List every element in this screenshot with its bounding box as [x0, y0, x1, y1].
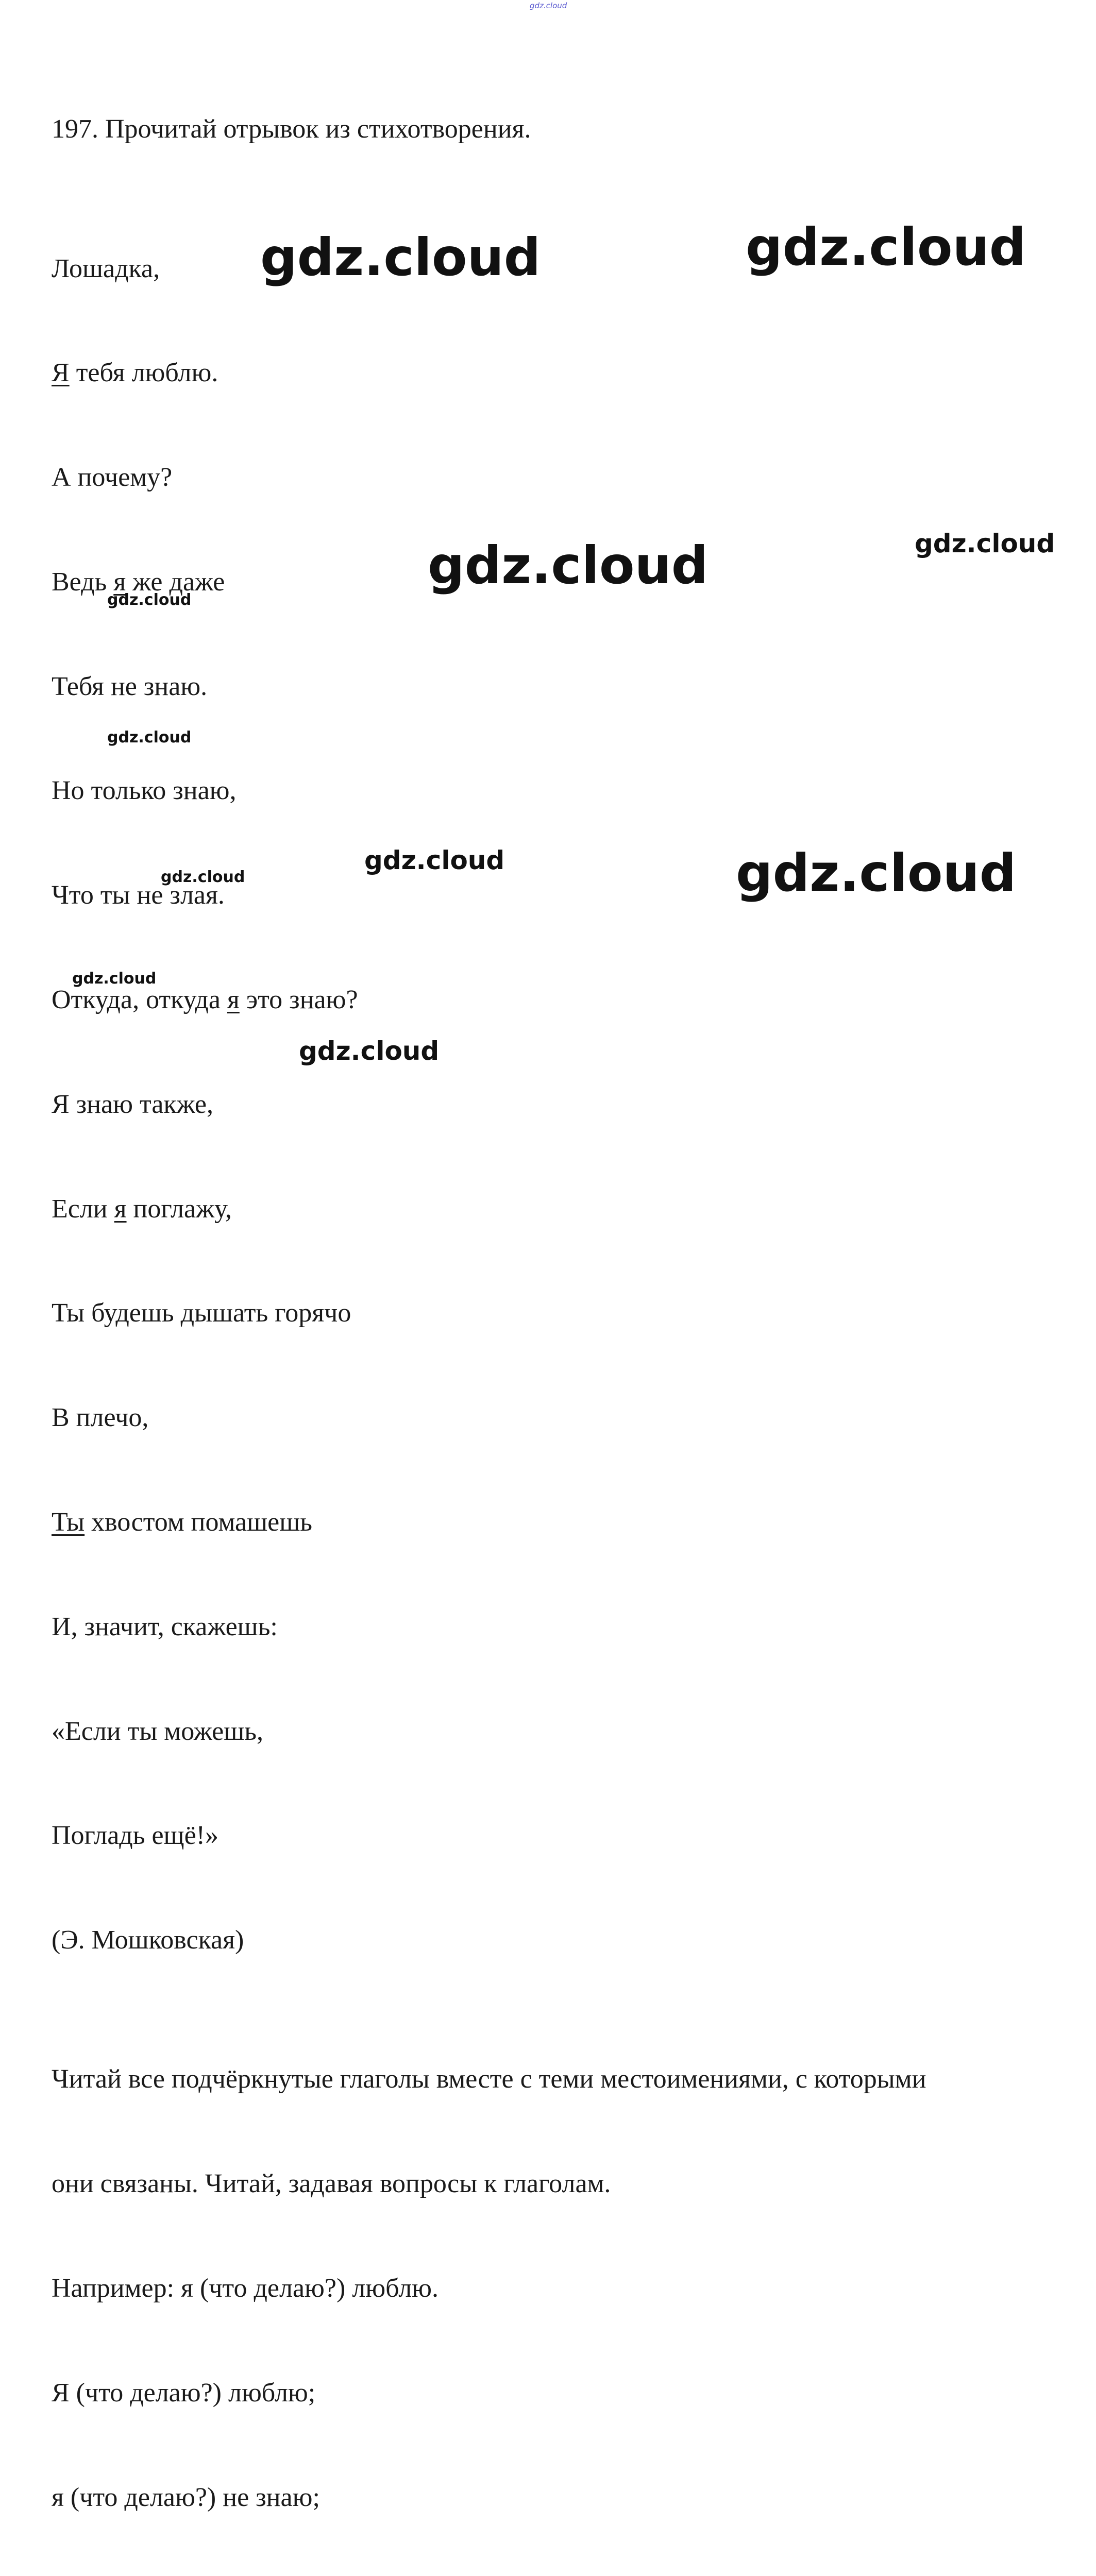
underlined-pronoun: я	[227, 985, 240, 1015]
instruction-line: я (что делаю?) не знаю;	[52, 2482, 320, 2512]
exercise-heading: 197. Прочитай отрывок из стихотворения.	[52, 114, 531, 144]
poem-author: (Э. Мошковская)	[52, 1925, 244, 1955]
poem-line: Если я поглажу,	[52, 1194, 232, 1224]
watermark: gdz.cloud	[260, 227, 541, 287]
watermark: gdz.cloud	[915, 529, 1055, 558]
watermark-top: gdz.cloud	[530, 1, 567, 10]
underlined-pronoun: Ты	[52, 1507, 85, 1537]
poem-line: Я тебя люблю.	[52, 358, 218, 388]
poem-line: Лошадка,	[52, 253, 160, 283]
watermark: gdz.cloud	[736, 843, 1017, 903]
poem-line: В плечо,	[52, 1403, 149, 1433]
instruction-line: Читай все подчёркнутые глаголы вместе с теми местоимениями, с которыми	[52, 2064, 926, 2094]
poem-line: Я знаю также,	[52, 1089, 214, 1119]
poem-line: Что ты не злая.	[52, 880, 225, 910]
watermark: gdz.cloud	[299, 1036, 440, 1066]
exercise-text	[52, 42, 932, 2576]
instruction-line: они связаны. Читай, задавая вопросы к глаголам.	[52, 2169, 611, 2199]
poem-line: Откуда, откуда я это знаю?	[52, 985, 358, 1015]
poem-line: А почему?	[52, 463, 173, 493]
underlined-pronoun: Я	[52, 358, 70, 388]
poem-line: Тебя не знаю.	[52, 671, 208, 701]
watermark: gdz.cloud	[107, 591, 192, 609]
poem-line: Ты будешь дышать горячо	[52, 1298, 351, 1328]
watermark: gdz.cloud	[72, 970, 157, 988]
poem-line: Ты хвостом помашешь	[52, 1507, 312, 1537]
watermark: gdz.cloud	[364, 845, 505, 875]
instruction-line: Например: я (что делаю?) люблю.	[52, 2274, 439, 2303]
poem-line: «Если ты можешь,	[52, 1716, 263, 1746]
watermark: gdz.cloud	[428, 535, 709, 596]
poem-line: Погладь ещё!»	[52, 1821, 218, 1851]
underlined-pronoun: я	[113, 567, 126, 597]
watermark: gdz.cloud	[746, 217, 1026, 277]
watermark: gdz.cloud	[161, 868, 245, 886]
poem-line: Но только знаю,	[52, 776, 237, 806]
poem-line: И, значит, скажешь:	[52, 1612, 278, 1641]
poem-line: Ведь я же даже	[52, 567, 225, 597]
watermark: gdz.cloud	[107, 728, 192, 747]
instruction-line: Я (что делаю?) люблю;	[52, 2378, 316, 2408]
underlined-pronoun: я	[114, 1194, 127, 1224]
